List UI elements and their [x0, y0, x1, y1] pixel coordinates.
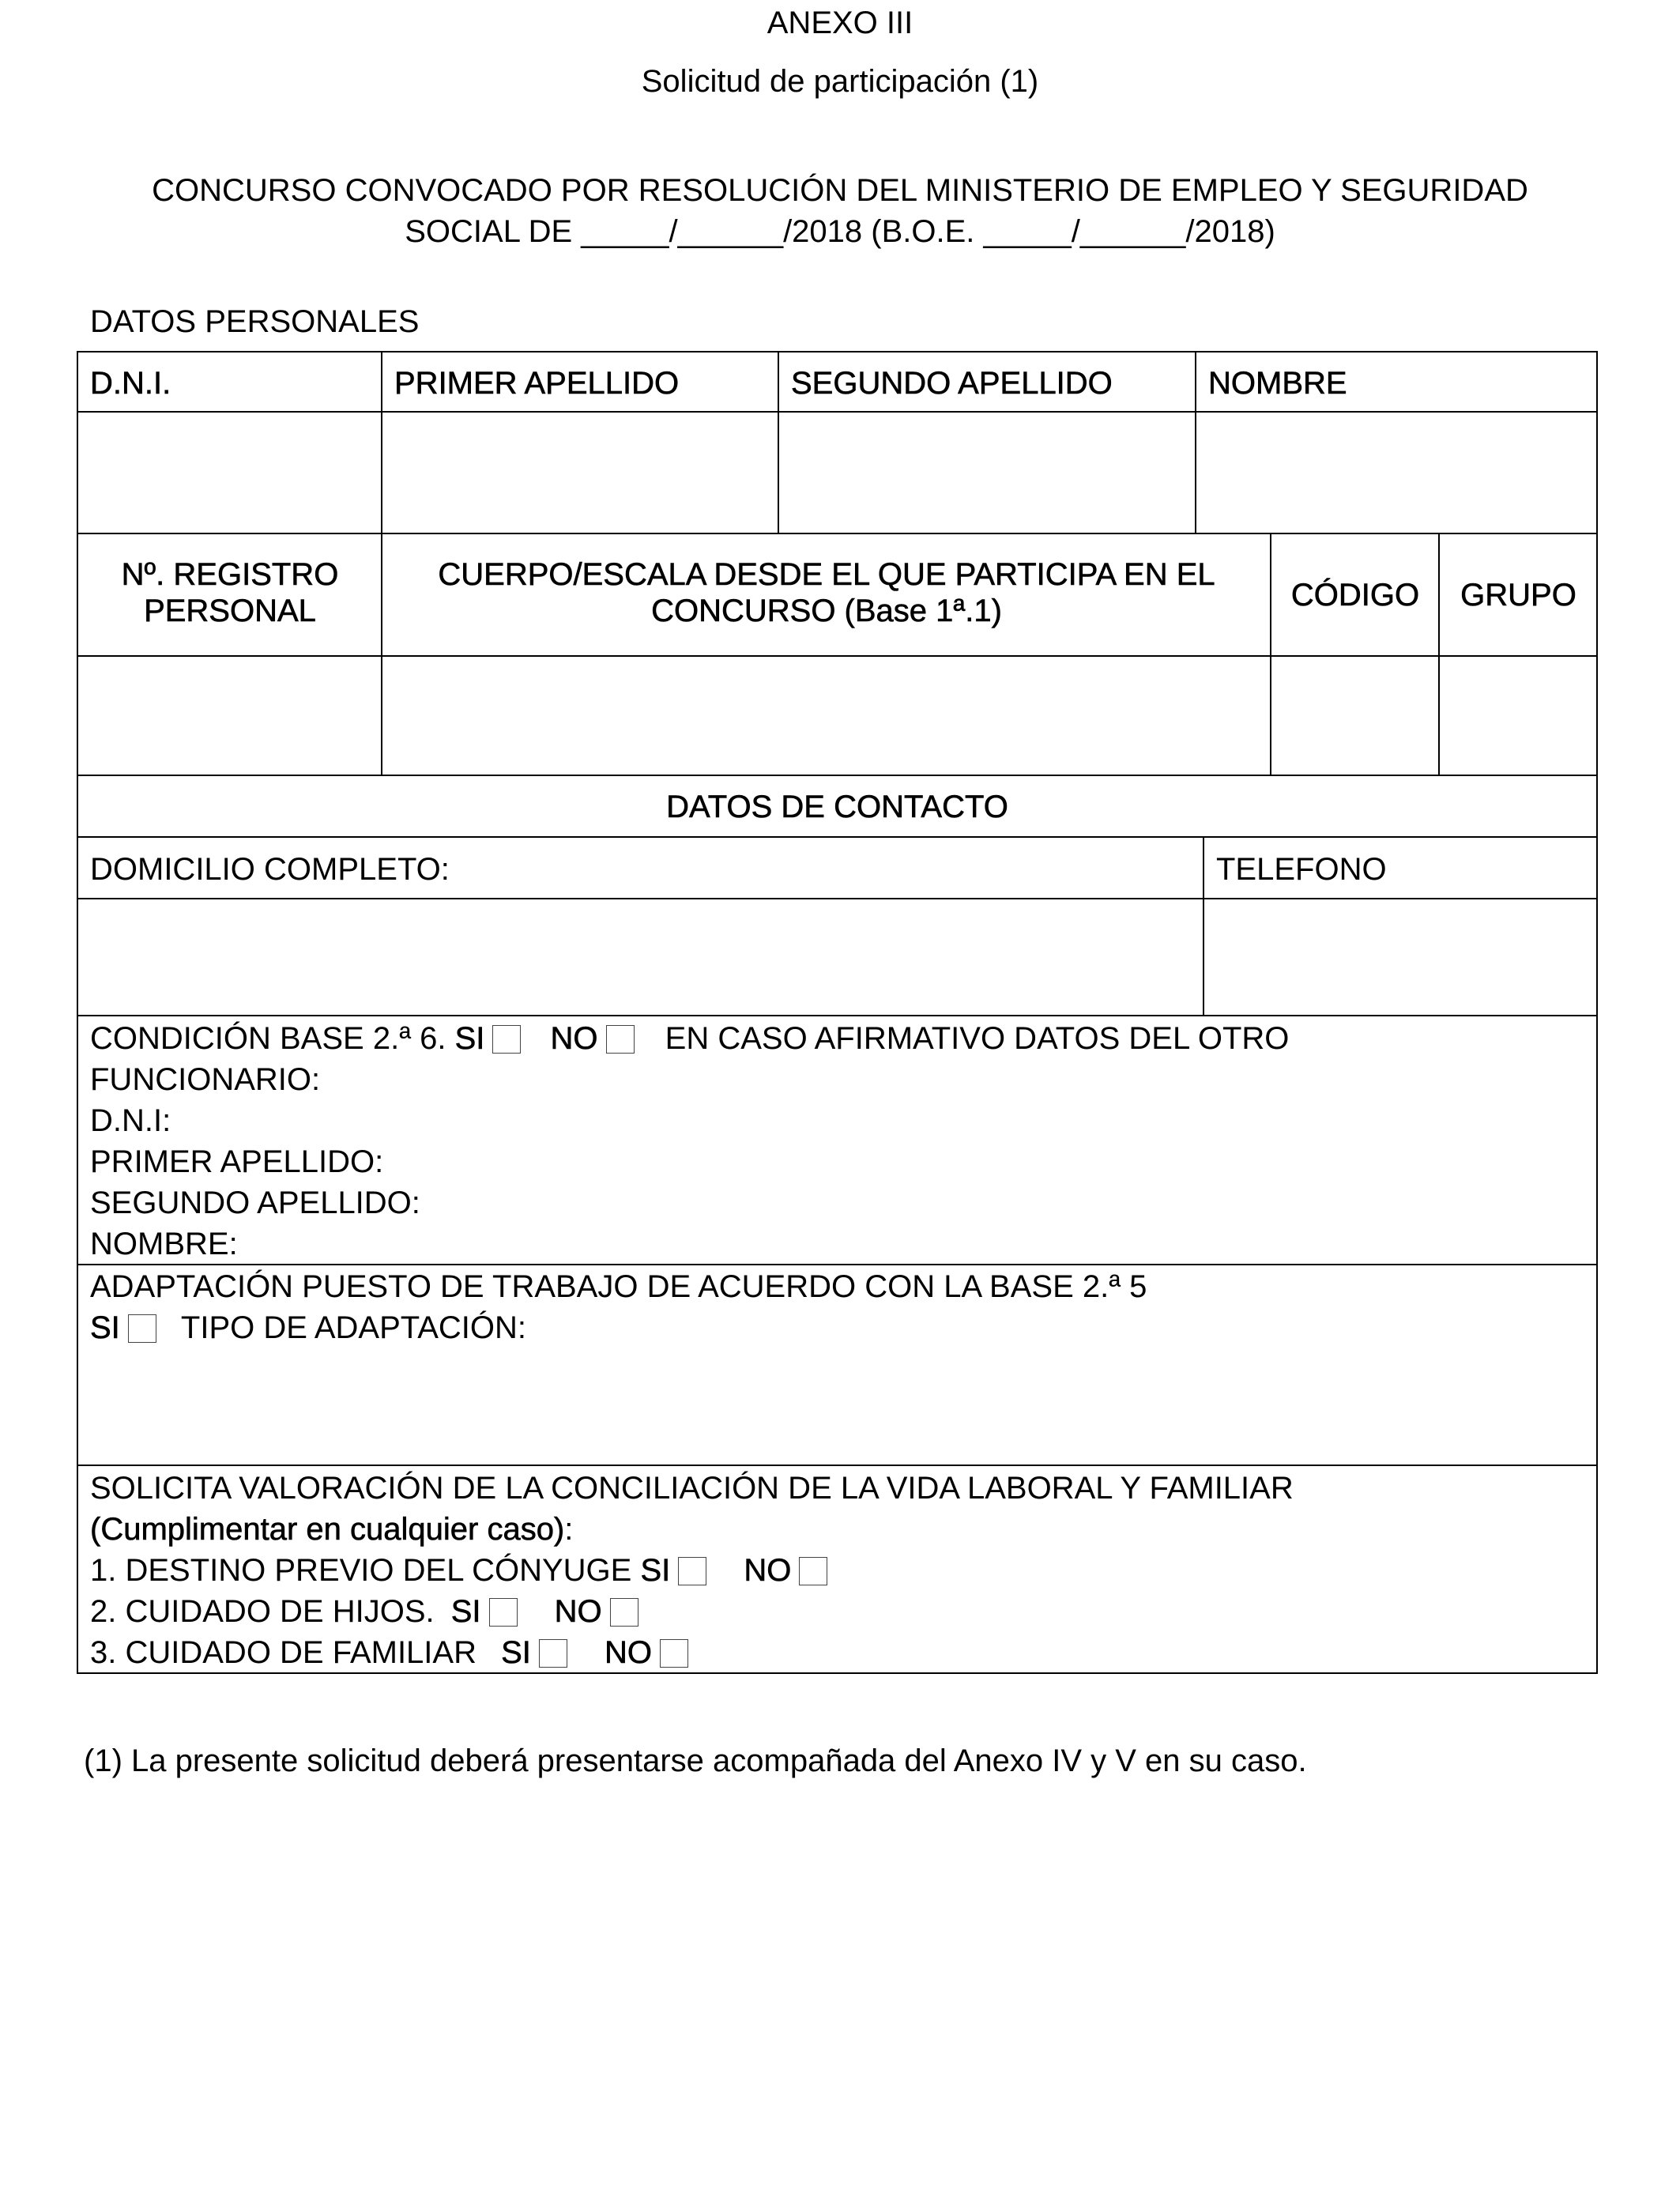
conciliation-item-3: [90, 1632, 1294, 1673]
group-header: GRUPO: [1460, 578, 1576, 613]
address-input-cell[interactable]: [79, 900, 1201, 1013]
condition-suffix: EN CASO AFIRMATIVO DATOS DEL OTRO: [665, 1021, 1290, 1056]
address-label: DOMICILIO COMPLETO:: [90, 852, 450, 887]
condition-no-label: NO: [550, 1021, 598, 1056]
item1-label: 1. DESTINO PREVIO DEL CÓNYUGE: [90, 1553, 632, 1588]
item3-label: 3. CUIDADO DE FAMILIAR: [90, 1635, 477, 1670]
corps-input-cell[interactable]: [383, 658, 1268, 773]
item3-no-label: NO: [605, 1635, 653, 1670]
condition-dni-label: D.N.I:: [90, 1103, 171, 1138]
phone-label: TELEFONO: [1216, 852, 1387, 887]
item2-si-label: SI: [450, 1594, 481, 1629]
contact-section-title: DATOS DE CONTACTO: [666, 790, 1008, 824]
conciliation-block: [90, 1468, 1294, 1673]
item3-si-label: SI: [501, 1635, 531, 1670]
condition-si-checkbox[interactable]: [492, 1025, 521, 1054]
item1-si-label: SI: [640, 1553, 671, 1588]
second-surname-header: SEGUNDO APELLIDO: [791, 366, 1113, 401]
name-header: NOMBRE: [1208, 366, 1347, 401]
condition-line: [90, 1018, 1289, 1059]
footnote: (1) La presente solicitud deberá presentarse acompañada del Anexo IV y V en su caso.: [84, 1744, 1307, 1778]
contest-line-2: SOCIAL DE _____/______/2018 (B.O.E. _____/______/2018): [405, 214, 1275, 249]
item2-si-checkbox[interactable]: [489, 1598, 518, 1627]
adaptation-type-label: TIPO DE ADAPTACIÓN:: [180, 1310, 527, 1345]
registry-header: Nº. REGISTRO PERSONAL: [121, 557, 339, 628]
item2-no-label: NO: [554, 1594, 602, 1629]
adaptation-si-label: SI: [90, 1310, 120, 1345]
form-subtitle: Solicitud de participación (1): [641, 64, 1039, 99]
annex-title: ANEXO III: [767, 6, 913, 40]
conciliation-item-1: [90, 1550, 1294, 1591]
item1-si-checkbox[interactable]: [678, 1557, 706, 1585]
group-input-cell[interactable]: [1441, 658, 1595, 773]
adaptation-block: [90, 1266, 1147, 1348]
code-header: CÓDIGO: [1290, 578, 1420, 613]
condition-no-checkbox[interactable]: [606, 1025, 635, 1054]
code-input-cell[interactable]: [1272, 658, 1437, 773]
conciliation-note-text: (Cumplimentar en cualquier caso): [90, 1512, 565, 1547]
item2-no-checkbox[interactable]: [610, 1598, 638, 1627]
first-surname-header: PRIMER APELLIDO: [394, 366, 680, 401]
conciliation-note-colon: :: [564, 1512, 574, 1547]
item3-si-checkbox[interactable]: [539, 1639, 567, 1668]
adaptation-heading: ADAPTACIÓN PUESTO DE TRABAJO DE ACUERDO CON LA BASE 2.ª 5: [90, 1269, 1147, 1304]
name-input-cell[interactable]: [1197, 413, 1595, 531]
item3-no-checkbox[interactable]: [660, 1639, 688, 1668]
condition-official-label: FUNCIONARIO:: [90, 1062, 321, 1097]
adaptation-si-checkbox[interactable]: [128, 1314, 156, 1343]
dni-header: D.N.I.: [90, 366, 171, 401]
dni-input-cell[interactable]: [79, 413, 379, 531]
registry-input-cell[interactable]: [79, 658, 379, 773]
first-surname-input-cell[interactable]: [383, 413, 776, 531]
condition-block: [90, 1018, 1289, 1265]
conciliation-item-2: [90, 1591, 1294, 1632]
contest-heading: [0, 170, 1680, 252]
phone-input-cell[interactable]: [1205, 900, 1595, 1013]
item1-no-label: NO: [744, 1553, 792, 1588]
condition-second-surname-label: SEGUNDO APELLIDO:: [90, 1186, 420, 1220]
conciliation-note: [90, 1509, 1294, 1550]
second-surname-input-cell[interactable]: [780, 413, 1193, 531]
condition-first-surname-label: PRIMER APELLIDO:: [90, 1144, 384, 1179]
item1-no-checkbox[interactable]: [799, 1557, 827, 1585]
personal-data-label: DATOS PERSONALES: [90, 304, 420, 339]
adaptation-line: [90, 1307, 1147, 1348]
conciliation-heading: SOLICITA VALORACIÓN DE LA CONCILIACIÓN DE LA VIDA LABORAL Y FAMILIAR: [90, 1471, 1294, 1506]
condition-si-label: SI: [454, 1021, 485, 1056]
item2-label: 2. CUIDADO DE HIJOS.: [90, 1594, 435, 1629]
condition-prefix: CONDICIÓN BASE 2.ª 6.: [90, 1021, 446, 1056]
corps-header: CUERPO/ESCALA DESDE EL QUE PARTICIPA EN EL CONCURSO (Base 1ª.1): [438, 557, 1215, 628]
condition-name-label: NOMBRE:: [90, 1227, 238, 1261]
contest-line-1: CONCURSO CONVOCADO POR RESOLUCIÓN DEL MINISTERIO DE EMPLEO Y SEGURIDAD: [152, 173, 1528, 208]
